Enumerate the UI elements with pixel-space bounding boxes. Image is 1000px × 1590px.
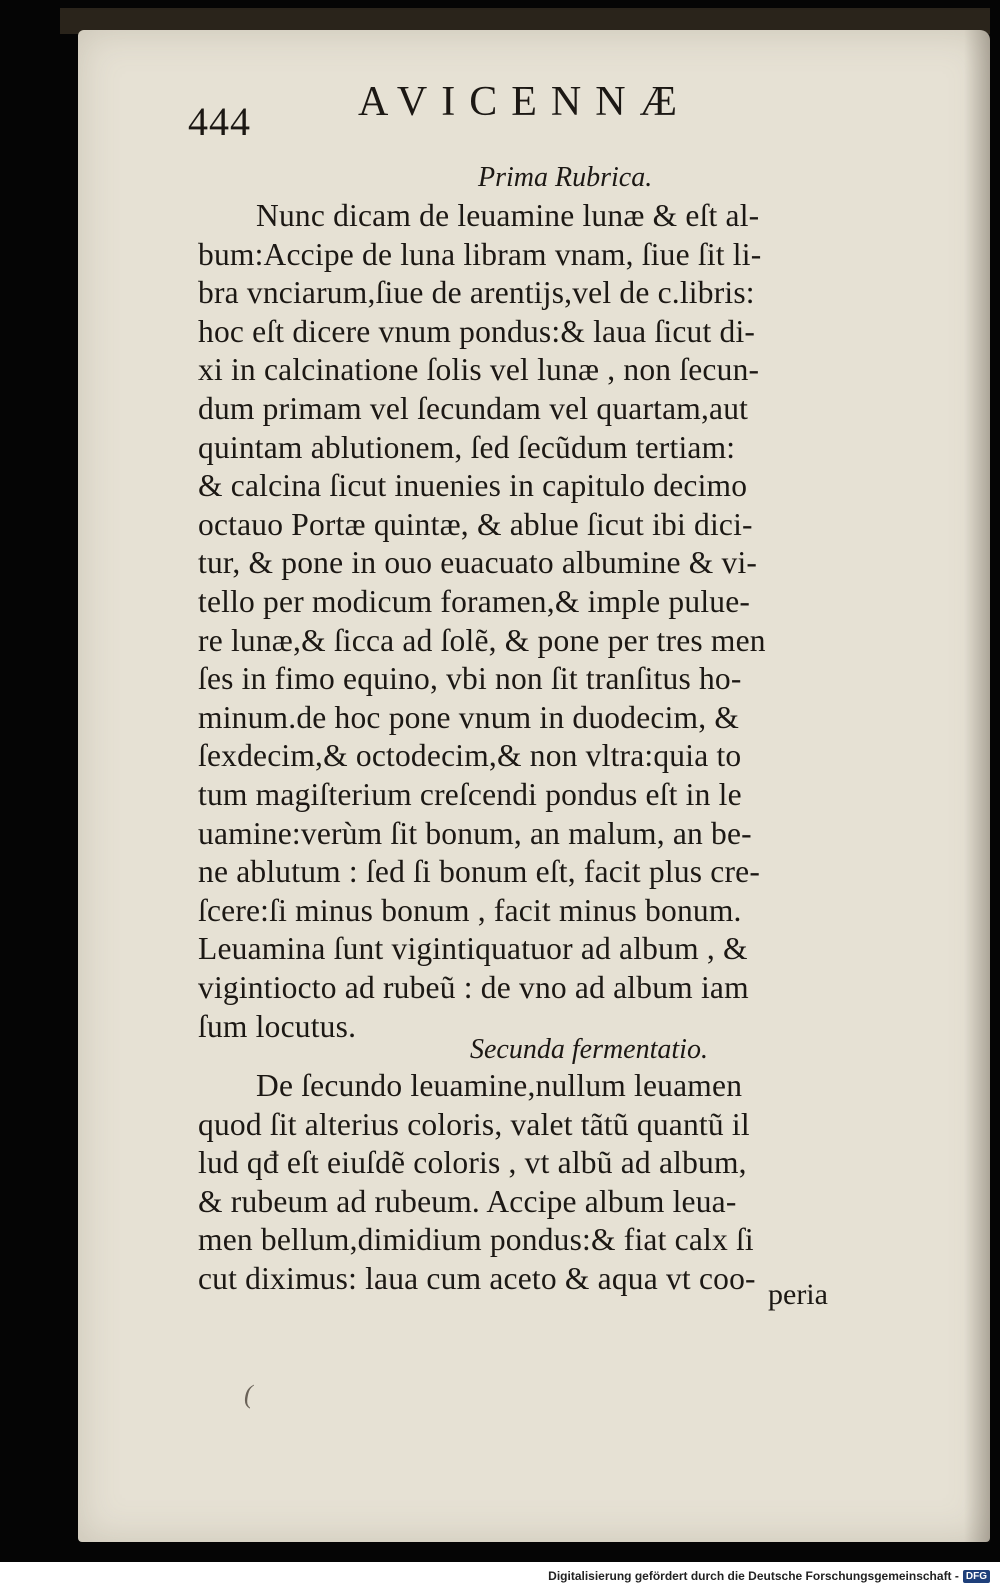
catchword: peria: [768, 1278, 828, 1311]
text-line: Leuamina ſunt vigintiquatuor ad album , &: [198, 931, 748, 967]
text-line: re lunæ,& ſicca ad ſolẽ, & pone per tres men: [198, 622, 766, 658]
text-line: & rubeum ad rubeum. Accipe album leua-: [198, 1183, 737, 1219]
text-line: bum:Accipe de luna libram vnam, ſiue ſit li-: [198, 236, 762, 272]
text-line: ſcere:ſi minus bonum , facit minus bonum.: [198, 892, 742, 928]
text-line: octauo Portæ quintæ, & ablue ſicut ibi dici-: [198, 506, 753, 542]
running-title: AVICENNÆ: [358, 79, 691, 125]
text-line: ſes in fimo equino, vbi non ſit tranſitus ho-: [198, 661, 742, 697]
text-line: men bellum,dimidium pondus:& fiat calx ſi: [198, 1222, 754, 1258]
text-line: ne ablutum : ſed ſi bonum eſt, facit plus cre-: [198, 854, 761, 890]
page-number: 444: [188, 99, 251, 144]
text-line: quod ſit alterius coloris, valet tãtũ quantũ il: [198, 1106, 750, 1142]
text-line: tum magiſterium creſcendi pondus eſt in le: [198, 777, 742, 812]
text-line: hoc eſt dicere vnum pondus:& laua ſicut di-: [198, 313, 756, 349]
text-line: bra vnciarum,ſiue de arentijs,vel de c.libris:: [198, 275, 755, 311]
text-line: vigintiocto ad rubeũ : de vno ad album iam: [198, 970, 749, 1005]
text-line: dum primam vel ſecundam vel quartam,aut: [198, 391, 749, 426]
text-line: xi in calcinatione ſolis vel lunæ , non ſecun-: [198, 352, 760, 388]
text-line: lud qđ eſt eiuſdẽ coloris , vt albũ ad album,: [198, 1145, 747, 1181]
text-line: uamine:verùm ſit bonum, an malum, an be-: [198, 815, 752, 851]
text-line: De ſecundo leuamine,nullum leuamen: [256, 1068, 743, 1103]
footer-credit: Digitalisierung gefördert durch die Deutsche Forschungsgemeinschaft -: [548, 1569, 959, 1583]
text-line: Nunc dicam de leuamine lunæ & eſt al-: [256, 198, 760, 233]
text-line: quintam ablutionem, ſed ſecũdum tertiam:: [198, 429, 736, 465]
stray-mark: (: [244, 1380, 253, 1409]
text-line: cut diximus: laua cum aceto & aqua vt coo-: [198, 1261, 756, 1296]
text-line: ſum locutus.: [198, 1008, 357, 1044]
page-gutter-shadow: [964, 30, 990, 1542]
digitization-footer: [0, 1562, 1000, 1590]
text-line: ſexdecim,& octodecim,& non vltra:quia to: [198, 738, 742, 774]
text-line: minum.de hoc pone vnum in duodecim, &: [198, 699, 740, 735]
rubric-heading-1: Prima Rubrica.: [478, 162, 653, 193]
rubric-heading-2: Secunda fermentatio.: [470, 1034, 708, 1065]
text-line: & calcina ſicut inuenies in capitulo decimo: [198, 468, 748, 504]
text-line: tur, & pone in ouo euacuato albumine & vi-: [198, 545, 758, 581]
text-line: tello per modicum foramen,& imple pulue-: [198, 584, 751, 619]
dfg-logo: DFG: [963, 1570, 990, 1583]
